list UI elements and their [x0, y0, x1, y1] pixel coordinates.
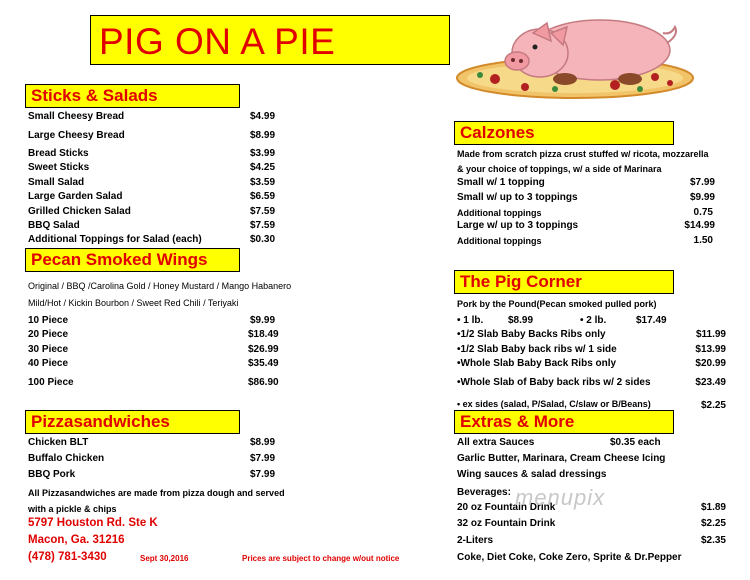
phone-number: (478) 781-3430: [28, 551, 107, 563]
menu-item-price: $35.49: [248, 358, 279, 369]
extras-line: Garlic Butter, Marinara, Cream Cheese Icing: [457, 453, 666, 464]
pizzasandwich-note: with a pickle & chips: [28, 504, 117, 514]
menu-item-price: $6.59: [250, 191, 276, 202]
menu-item-name: •Whole Slab Baby Back Ribs only: [457, 358, 617, 369]
wing-flavors-line: Original / BBQ /Carolina Gold / Honey Mustard / Mango Habanero: [28, 281, 292, 291]
sticks-salads-heading: Sticks & Salads: [31, 86, 158, 105]
menu-item-name: Chicken BLT: [28, 437, 89, 448]
pizzasandwich-note: All Pizzasandwiches are made from pizza dough and served: [28, 488, 285, 498]
menu-item-name: 20 Piece: [28, 329, 69, 340]
sticks-salads-heading-box: [25, 84, 240, 108]
menu-item-price: $7.99: [250, 469, 276, 480]
menu-item-price: $86.90: [248, 377, 279, 388]
menu-item-name: Small w/ 1 topping: [457, 177, 545, 188]
menu-item-price: $9.99: [250, 315, 276, 326]
menu-item-name: Large Cheesy Bread: [28, 130, 125, 141]
menu-item-name: Bread Sticks: [28, 148, 89, 159]
pizzasandwiches-heading: Pizzasandwiches: [31, 412, 170, 431]
pound-option-1: • 1 lb.: [457, 315, 484, 326]
pound-option-2-price: $17.49: [636, 315, 667, 326]
menu-item-name: Additional Toppings for Salad (each): [28, 234, 202, 245]
pig-corner-heading: The Pig Corner: [460, 272, 582, 291]
calzones-heading-box: [454, 121, 674, 145]
pound-option-1-price: $8.99: [508, 315, 534, 326]
menu-item-price: $11.99: [695, 329, 726, 340]
menu-item-name: Large w/ up to 3 toppings: [457, 220, 579, 231]
menu-item-price: $8.99: [250, 437, 276, 448]
title-banner: [90, 15, 450, 65]
menu-item-price: $7.99: [250, 453, 276, 464]
wings-heading: Pecan Smoked Wings: [31, 250, 208, 269]
menu-item-name: BBQ Pork: [28, 469, 76, 480]
menu-item-name: 100 Piece: [28, 377, 74, 388]
price-disclaimer: Prices are subject to change w/out notice: [242, 554, 400, 563]
menu-item-price: $4.99: [250, 111, 276, 122]
menu-item-name: •1/2 Slab Baby back ribs w/ 1 side: [457, 344, 617, 355]
calzone-description: & your choice of toppings, w/ a side of Marinara: [457, 164, 662, 174]
menu-item-name: Small w/ up to 3 toppings: [457, 192, 578, 203]
menu-item-name: 40 Piece: [28, 358, 69, 369]
menu-item-price: $20.99: [695, 358, 726, 369]
menu-item-name: 10 Piece: [28, 315, 69, 326]
menu-item-price: $14.99: [684, 220, 715, 231]
menu-item-name: Sweet Sticks: [28, 162, 90, 173]
pig-on-pizza-icon: [455, 5, 705, 100]
menu-item-name: Buffalo Chicken: [28, 453, 105, 464]
menu-item-price: $1.89: [700, 502, 726, 513]
menu-item-name: BBQ Salad: [28, 220, 80, 231]
menu-item-price: 1.50: [693, 235, 713, 246]
menu-item-price: $2.25: [700, 400, 726, 411]
menu-item-name: 30 Piece: [28, 344, 69, 355]
pound-option-2: • 2 lb.: [580, 315, 607, 326]
wings-heading-box: [25, 248, 240, 272]
menu-item-price: $7.59: [250, 206, 276, 217]
menu-item-price: $7.99: [689, 177, 715, 188]
menu-item-name: 2-Liters: [457, 535, 494, 546]
wing-flavors-line: Mild/Hot / Kickin Bourbon / Sweet Red Chili / Teriyaki: [28, 298, 239, 308]
menu-item-name: •Whole Slab of Baby back ribs w/ 2 sides: [457, 377, 651, 388]
extras-line: Wing sauces & salad dressings: [457, 469, 607, 480]
menu-item-price: $0.30: [250, 234, 276, 245]
menu-item-name: 32 oz Fountain Drink: [457, 518, 556, 529]
watermark: menupix: [515, 485, 606, 510]
menu-item-price: $7.59: [250, 220, 276, 231]
calzone-description: Made from scratch pizza crust stuffed w/ ricota, mozzarella: [457, 149, 709, 159]
menu-item-price: $18.49: [248, 329, 279, 340]
extras-heading: Extras & More: [460, 412, 575, 431]
menu-item-name: •1/2 Slab Baby Backs Ribs only: [457, 329, 606, 340]
menu-item-price: $3.59: [250, 177, 276, 188]
pig-corner-heading-box: [454, 270, 674, 294]
address-line-2: Macon, Ga. 31216: [28, 534, 125, 546]
extra-sauces: All extra Sauces: [457, 437, 535, 448]
menu-item-name: Additional toppings: [457, 236, 542, 246]
menu-item-name: Large Garden Salad: [28, 191, 123, 202]
menu-item-name: Grilled Chicken Salad: [28, 206, 131, 217]
restaurant-title: PIG ON A PIE: [99, 21, 336, 62]
address-line-1: 5797 Houston Rd. Ste K: [28, 517, 158, 529]
menu-date: Sept 30,2016: [140, 554, 189, 563]
menu-item-price: 0.75: [693, 207, 713, 218]
pizzasandwiches-heading-box: [25, 410, 240, 434]
menu-item-name: Small Salad: [28, 177, 85, 188]
menu-item-price: $8.99: [250, 130, 276, 141]
menu-item-name: 20 oz Fountain Drink: [457, 502, 556, 513]
menu-item-name: Additional toppings: [457, 208, 542, 218]
menu-item-price: $9.99: [689, 192, 715, 203]
extra-sauces-price: $0.35 each: [610, 437, 661, 448]
menu-item-price: $2.25: [700, 518, 726, 529]
menu-item-price: $4.25: [250, 162, 276, 173]
menu-item-name: • ex sides (salad, P/Salad, C/slaw or B/Beans): [457, 399, 651, 409]
menu-item-price: $13.99: [695, 344, 726, 355]
soda-list: Coke, Diet Coke, Coke Zero, Sprite & Dr.Pepper: [457, 552, 682, 563]
menu-item-price: $23.49: [695, 377, 726, 388]
pig-corner-description: Pork by the Pound(Pecan smoked pulled pork): [457, 299, 657, 309]
menu-item-name: Small Cheesy Bread: [28, 111, 125, 122]
calzones-heading: Calzones: [460, 123, 535, 142]
extras-heading-box: [454, 410, 674, 434]
menu-item-price: $2.35: [700, 535, 726, 546]
menu-item-price: $3.99: [250, 148, 276, 159]
menu-item-price: $26.99: [248, 344, 279, 355]
beverages-label: Beverages:: [457, 487, 511, 498]
